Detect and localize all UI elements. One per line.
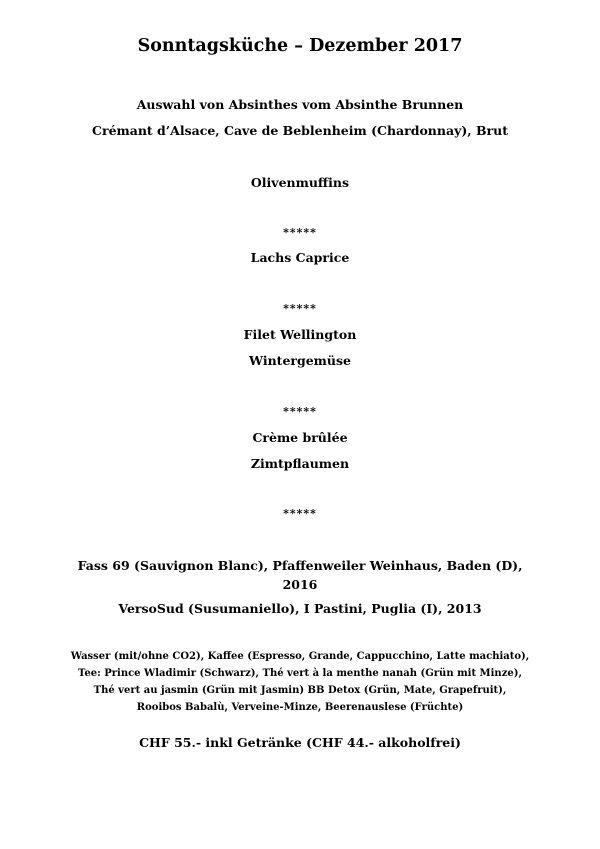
drinks-list: Wasser (mit/ohne CO2), Kaffee (Espresso, Grande, Cappucchino, Latte machiato), Tee: Prince Wladimir (Schwarz), Thé vert à la menthe nanah (Grün mit Minze), Thé vert au jasmin (Grün mit Jasmin) BB Detox (Grün, Mate, Grapefruit), Rooibos Babalù, Verveine-Minze, Beerenauslese (Früchte) [70,651,530,713]
course-wintergemuese: Wintergemüse [249,353,351,368]
separator: ***** [283,226,317,239]
course-creme-brulee: Crème brûlée [252,430,348,445]
separator: ***** [283,302,317,315]
price-line: CHF 55.- inkl Getränke (CHF 44.- alkoholfrei) [139,735,461,750]
page-title: Sonntagsküche – Dezember 2017 [137,36,463,56]
separator: ***** [283,507,317,520]
aperitif-cremant: Crémant d’Alsace, Cave de Beblenheim (Chardonnay), Brut [92,123,508,138]
separator: ***** [283,405,317,418]
course-filet-wellington: Filet Wellington [243,327,357,342]
wine-fass-69: Fass 69 (Sauvignon Blanc), Pfaffenweiler Weinhaus, Baden (D), 2016 [77,558,523,592]
aperitif-absinthe: Auswahl von Absinthes vom Absinthe Brunnen [136,97,464,112]
course-zimtpflaumen: Zimtpflaumen [250,456,350,471]
course-olivenmuffins: Olivenmuffins [250,175,350,190]
course-lachs-caprice: Lachs Caprice [250,250,350,265]
wine-versosud: VersoSud (Susumaniello), I Pastini, Puglia (I), 2013 [118,601,482,616]
